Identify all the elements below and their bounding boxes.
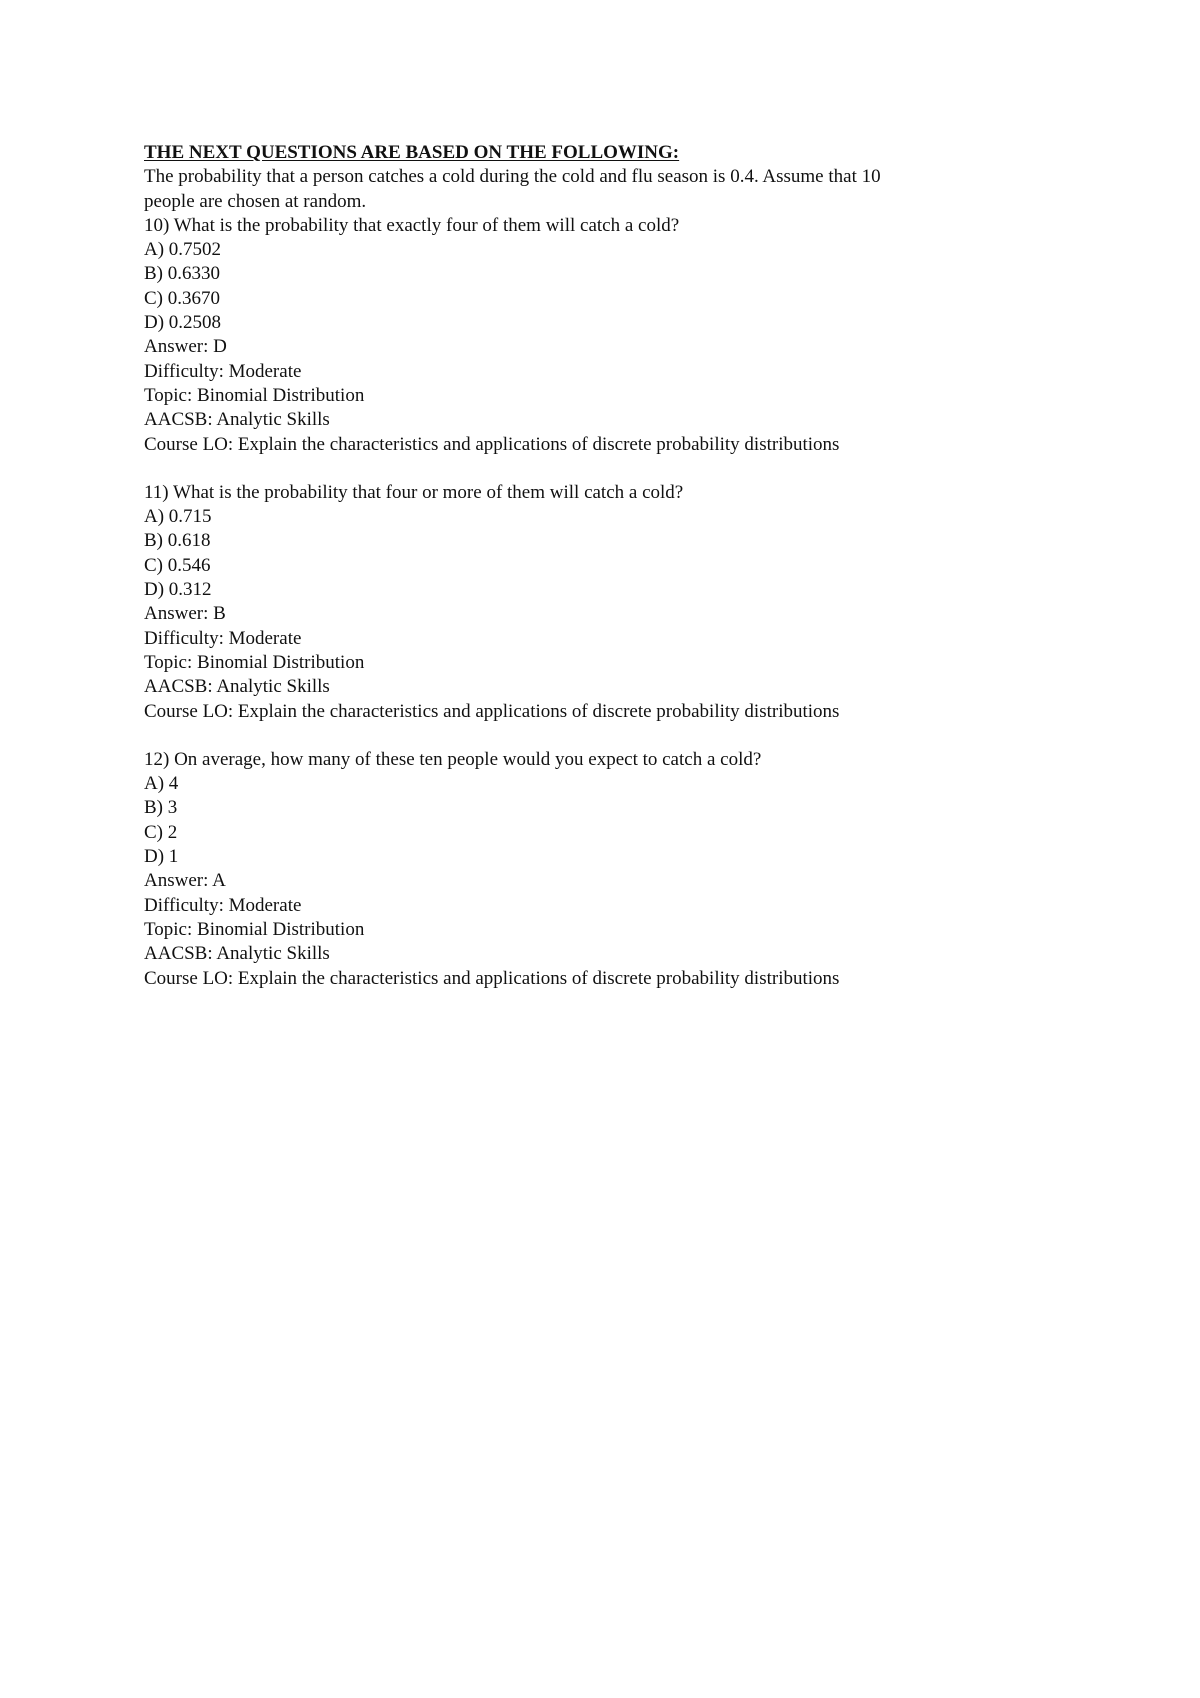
aacsb: AACSB: Analytic Skills	[144, 943, 330, 965]
option-b: B) 3	[144, 797, 178, 819]
option-a: A) 0.7502	[144, 239, 222, 261]
aacsb: AACSB: Analytic Skills	[144, 409, 330, 431]
question-stem: 12) On average, how many of these ten people would you expect to catch a cold?	[144, 748, 762, 770]
option-d: D) 1	[144, 846, 179, 868]
option-a: A) 4	[144, 773, 179, 795]
option-d: D) 0.312	[144, 579, 212, 601]
answer: Answer: A	[144, 870, 226, 892]
topic: Topic: Binomial Distribution	[144, 384, 365, 406]
option-c: C) 0.3670	[144, 287, 220, 309]
option-d: D) 0.2508	[144, 312, 222, 334]
course-lo: Course LO: Explain the characteristics and applications of discrete probability distributions	[144, 433, 840, 455]
course-lo: Course LO: Explain the characteristics and applications of discrete probability distributions	[144, 967, 840, 989]
answer: Answer: B	[144, 603, 226, 625]
difficulty: Difficulty: Moderate	[144, 360, 302, 382]
question-stem: 11) What is the probability that four or more of them will catch a cold?	[144, 481, 684, 503]
option-a: A) 0.715	[144, 506, 212, 528]
question-12	[144, 748, 1144, 991]
difficulty: Difficulty: Moderate	[144, 627, 302, 649]
intro-line-2: people are chosen at random.	[144, 190, 367, 212]
answer: Answer: D	[144, 336, 227, 358]
option-b: B) 0.618	[144, 530, 211, 552]
aacsb: AACSB: Analytic Skills	[144, 676, 330, 698]
section-heading: THE NEXT QUESTIONS ARE BASED ON THE FOLLOWING:	[144, 142, 680, 163]
question-stem: 10) What is the probability that exactly four of them will catch a cold?	[144, 214, 680, 236]
option-c: C) 0.546	[144, 554, 211, 576]
topic: Topic: Binomial Distribution	[144, 918, 365, 940]
difficulty: Difficulty: Moderate	[144, 894, 302, 916]
intro-line-1: The probability that a person catches a cold during the cold and flu season is 0.4. Assume that 10	[144, 166, 881, 188]
option-b: B) 0.6330	[144, 263, 220, 285]
document-page	[144, 141, 1144, 991]
course-lo: Course LO: Explain the characteristics and applications of discrete probability distributions	[144, 700, 840, 722]
topic: Topic: Binomial Distribution	[144, 651, 365, 673]
question-10	[144, 214, 1144, 457]
option-c: C) 2	[144, 821, 178, 843]
question-11	[144, 481, 1144, 724]
